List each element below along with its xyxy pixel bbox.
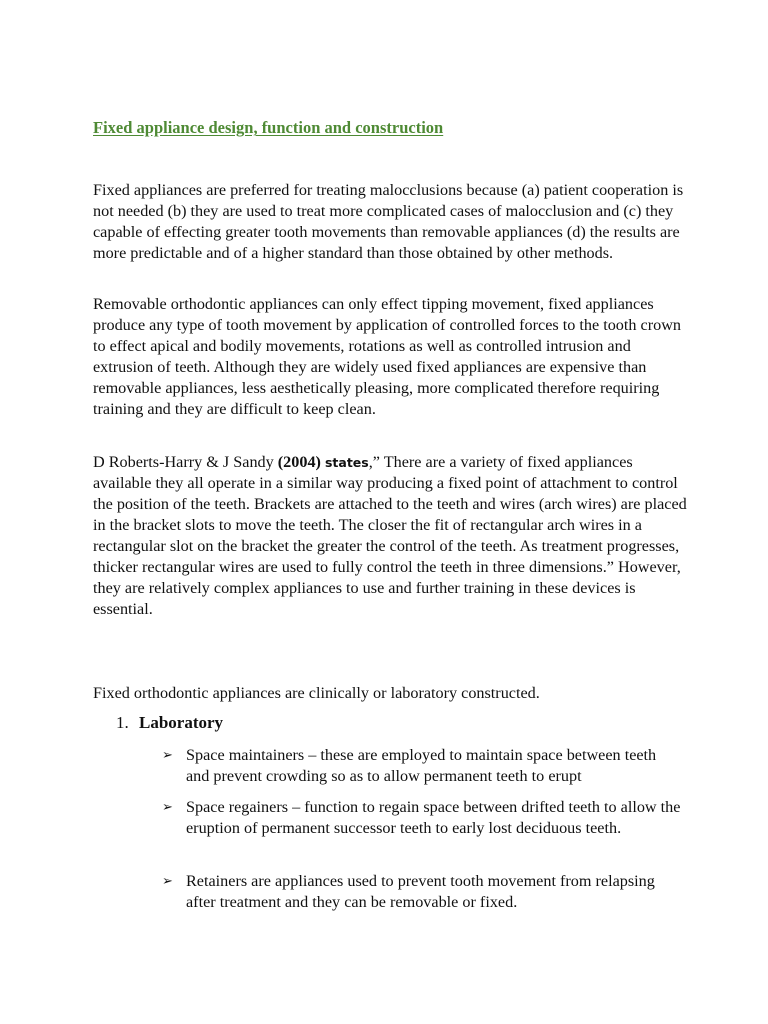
list-item-text: Space regainers – function to regain space between drifted teeth to allow the eruption of permanent successor teeth to early lost deciduous teeth.: [186, 798, 681, 837]
list-item-space-maintainers: [162, 745, 682, 787]
list-heading-laboratory: [116, 713, 223, 733]
paragraph-fixed-appliances-preferred: Fixed appliances are preferred for treating malocclusions because (a) patient cooperation is not needed (b) they are used to treat more complicated cases of malocclusion and (c) they capable of effecting greater tooth movements than removable appliances (d) the results are more predictable and of a higher standard than those obtained by other methods.: [93, 181, 684, 262]
arrow-bullet-icon: ➢: [162, 874, 173, 889]
list-item-retainers: [162, 871, 682, 913]
arrow-bullet-icon: ➢: [162, 800, 173, 815]
quote-states-word: states: [324, 455, 369, 470]
document-title: Fixed appliance design, function and construction: [93, 118, 444, 137]
quote-year: (2004): [277, 453, 321, 471]
list-item-text: Space maintainers – these are employed to maintain space between teeth and prevent crowding so as to allow permanent teeth to erupt: [186, 746, 657, 785]
arrow-bullet-icon: ➢: [162, 748, 173, 763]
list-number: 1.: [116, 713, 129, 732]
list-item-text: Retainers are appliances used to prevent tooth movement from relapsing after treatment and they can be removable or fixed.: [186, 872, 655, 911]
list-item-space-regainers: [162, 797, 682, 839]
paragraph-removable-vs-fixed: Removable orthodontic appliances can only effect tipping movement, fixed appliances produce any type of tooth movement by application of controlled forces to the tooth crown to effect apical and bodily movements, rotations as well as controlled intrusion and extrusion of teeth. Although they are widely used fixed appliances are expensive than removable appliances, less aesthetically pleasing, more complicated therefore requiring training and they are difficult to keep clean.: [93, 295, 681, 418]
paragraph-construction-intro: Fixed orthodontic appliances are clinically or laboratory constructed.: [93, 684, 540, 702]
paragraph-roberts-harry-quote: [93, 452, 693, 620]
list-heading-label: Laboratory: [139, 713, 224, 732]
quote-text: ,” There are a variety of fixed appliances available they all operate in a similar way producing a fixed point of attachment to control the position of the teeth. Brackets are attached to the teeth and wires (arch wires) are placed in the bracket slots to move the teeth. The closer the fit of rectangular arch wires in a rectangular slot on the bracket the greater the control of the teeth. As treatment progresses, thicker rectangular wires are used to fully control the teeth in three dimensions.” However, they are relatively complex appliances to use and further training in these devices is essential.: [93, 453, 687, 618]
quote-author: D Roberts-Harry & J Sandy: [93, 453, 278, 471]
